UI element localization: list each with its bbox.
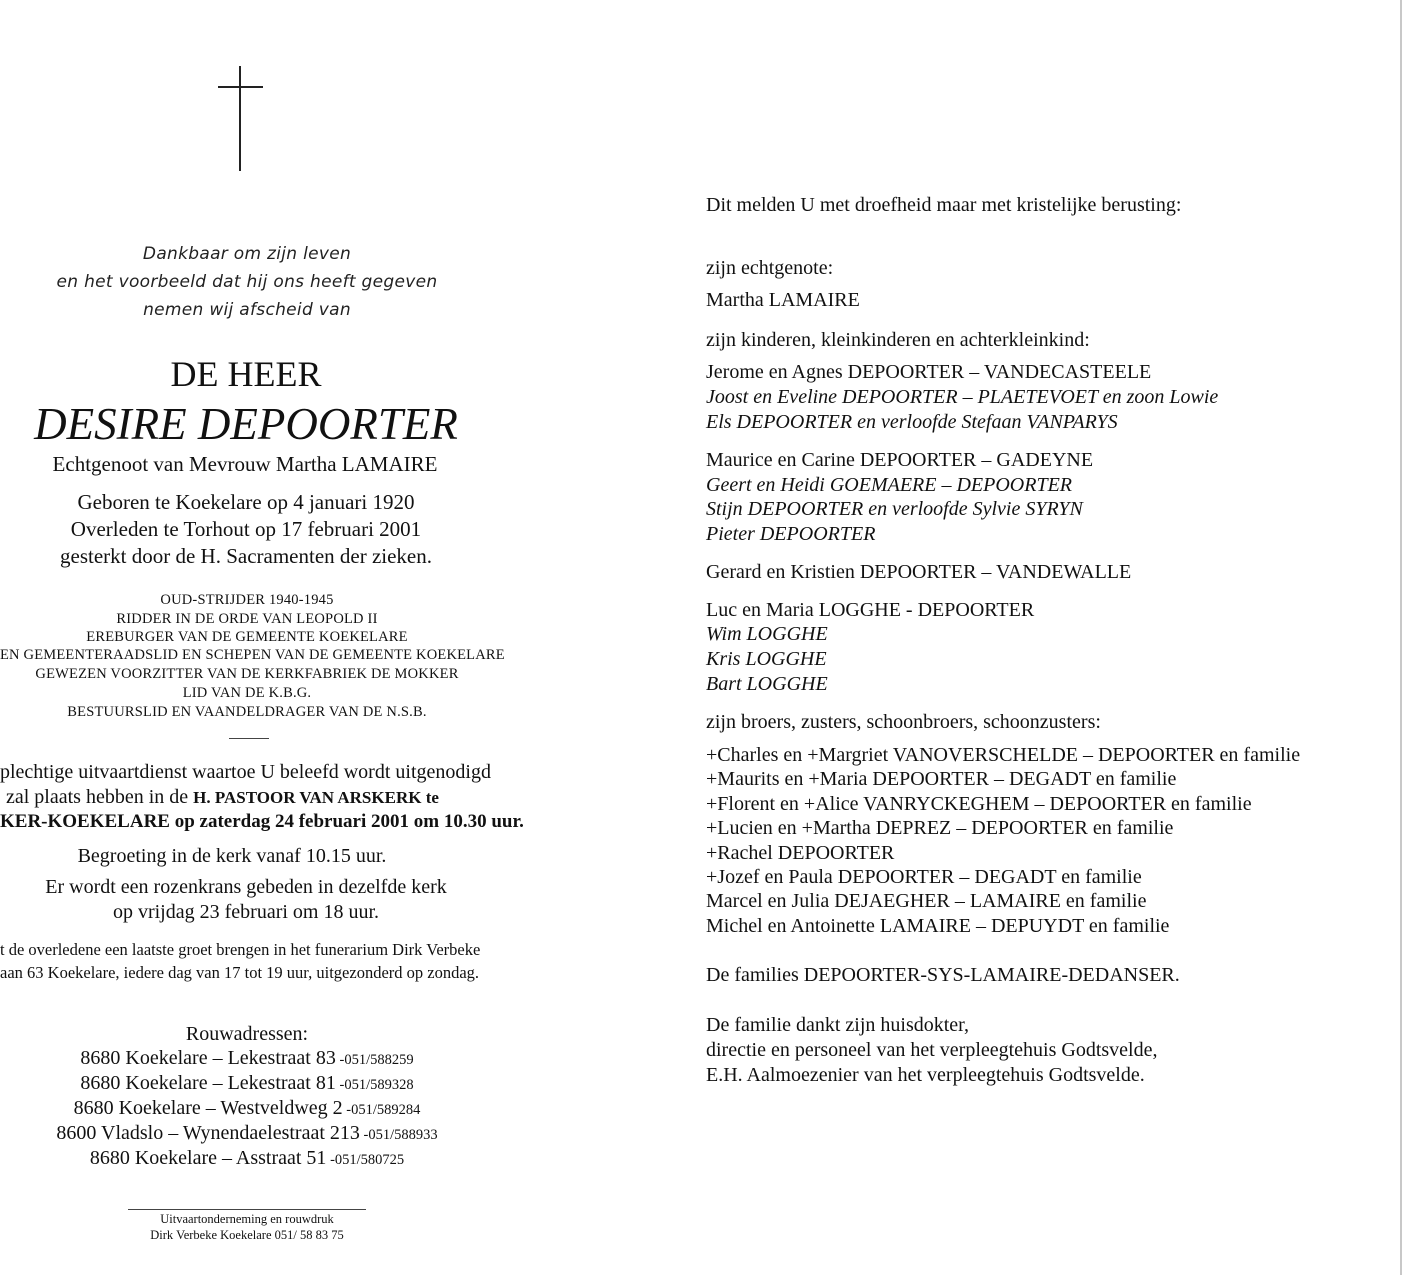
- printer-line-2: Dirk Verbeke Koekelare 051/ 58 83 75: [150, 1228, 344, 1242]
- family-4-child-1: Wim LOGGHE: [706, 623, 828, 645]
- children-label: zijn kinderen, kleinkinderen en achterkleinkind:: [706, 329, 1090, 351]
- visit-line-1: t de overledene een laatste groet brengen in het funerarium Dirk Verbeke: [0, 940, 481, 959]
- born-line: Geboren te Koekelare op 4 januari 1920: [77, 490, 415, 514]
- addresses-title: Rouwadressen:: [185, 1023, 309, 1045]
- sibling-7: Marcel en Julia DEJAEGHER – LAMAIRE en familie: [706, 890, 1147, 912]
- service-line-1: plechtige uitvaartdienst waartoe U beleefd wordt uitgenodigd: [0, 761, 491, 783]
- died-line: Overleden te Torhout op 17 februari 2001: [70, 517, 422, 541]
- address-2: 8680 Koekelare – Lekestraat 81 -051/589328: [80, 1072, 414, 1094]
- thanks-line-3: E.H. Aalmoezenier van het verpleegtehuis Godtsvelde.: [706, 1064, 1145, 1086]
- wife-name: Martha LAMAIRE: [706, 289, 860, 311]
- honor-5: GEWEZEN VOORZITTER VAN DE KERKFABRIEK DE MOKKER: [35, 666, 459, 682]
- thanks-line-1: De familie dankt zijn huisdokter,: [706, 1014, 970, 1036]
- family-4-child-2: Kris LOGGHE: [706, 648, 827, 670]
- deceased-name: DESIRE DEPOORTER: [34, 399, 458, 449]
- sibling-8: Michel en Antoinette LAMAIRE – DEPUYDT en familie: [706, 915, 1170, 937]
- family-4-child-3: Bart LOGGHE: [706, 673, 828, 695]
- thanks-line-2: directie en personeel van het verpleegtehuis Godtsvelde,: [706, 1039, 1158, 1061]
- families-line: De families DEPOORTER-SYS-LAMAIRE-DEDANSER.: [706, 964, 1180, 986]
- address-5: 8680 Koekelare – Asstraat 51 -051/580725: [89, 1147, 405, 1169]
- address-3: 8680 Koekelare – Westveldweg 2 -051/589284: [73, 1097, 421, 1119]
- title: DE HEER: [170, 354, 322, 394]
- address-1: 8680 Koekelare – Lekestraat 83 -051/588259: [80, 1047, 414, 1069]
- siblings-label: zijn broers, zusters, schoonbroers, schoonzusters:: [706, 711, 1101, 733]
- service-line-2-text: zal plaats hebben in de: [6, 786, 194, 808]
- sibling-1: +Charles en +Margriet VANOVERSCHELDE – DEPOORTER en familie: [706, 744, 1301, 766]
- family-2-child-1: Geert en Heidi GOEMAERE – DEPOORTER: [706, 474, 1073, 496]
- service-line-3: KER-KOEKELARE op zaterdag 24 februari 2001 om 10.30 uur.: [0, 811, 524, 832]
- honor-4: EN GEMEENTERAADSLID EN SCHEPEN VAN DE GEMEENTE KOEKELARE: [0, 647, 505, 663]
- address-4: 8600 Vladslo – Wynendaelestraat 213 -051/588933: [56, 1122, 438, 1144]
- intro-line-1: Dankbaar om zijn leven: [142, 244, 352, 264]
- sacraments-line: gesterkt door de H. Sacramenten der zieken.: [59, 544, 433, 568]
- intro-line-3: nemen wij afscheid van: [143, 300, 351, 320]
- sibling-2: +Maurits en +Maria DEPOORTER – DEGADT en familie: [706, 768, 1177, 790]
- page-edge: [1400, 0, 1402, 1275]
- intro-line-2: en het voorbeeld dat hij ons heeft gegeven: [56, 272, 438, 292]
- family-1-child-2: Els DEPOORTER en verloofde Stefaan VANPARYS: [706, 411, 1118, 433]
- honor-7: BESTUURSLID EN VAANDELDRAGER VAN DE N.S.B.: [67, 704, 427, 720]
- rosary-line-1: Er wordt een rozenkrans gebeden in dezelfde kerk: [45, 876, 447, 898]
- printer-line-1: Uitvaartonderneming en rouwdruk: [160, 1212, 334, 1226]
- visit-line-2: aan 63 Koekelare, iedere dag van 17 tot 19 uur, uitgezonderd op zondag.: [0, 963, 480, 982]
- family-3-parents: Gerard en Kristien DEPOORTER – VANDEWALLE: [706, 561, 1132, 583]
- sibling-5: +Rachel DEPOORTER: [706, 842, 895, 864]
- service-line-2: [6, 786, 439, 809]
- spouse-line: Echtgenoot van Mevrouw Martha LAMAIRE: [52, 452, 438, 476]
- honor-1: OUD-STRIJDER 1940-1945: [160, 592, 334, 608]
- sibling-4: +Lucien en +Martha DEPREZ – DEPOORTER en familie: [706, 817, 1174, 839]
- family-2-parents: Maurice en Carine DEPOORTER – GADEYNE: [706, 449, 1094, 471]
- honor-3: EREBURGER VAN DE GEMEENTE KOEKELARE: [86, 629, 408, 645]
- family-2-child-3: Pieter DEPOORTER: [706, 523, 876, 545]
- divider: [229, 738, 269, 739]
- wife-label: zijn echtgenote:: [706, 257, 834, 279]
- announcement: Dit melden U met droefheid maar met kristelijke berusting:: [706, 194, 1182, 216]
- family-1-child-1: Joost en Eveline DEPOORTER – PLAETEVOET en zoon Lowie: [706, 386, 1219, 408]
- honor-2: RIDDER IN DE ORDE VAN LEOPOLD II: [116, 611, 378, 627]
- sibling-3: +Florent en +Alice VANRYCKEGHEM – DEPOORTER en familie: [706, 793, 1252, 815]
- church-name: H. PASTOOR VAN ARSKERK te: [193, 788, 439, 807]
- family-2-child-2: Stijn DEPOORTER en verloofde Sylvie SYRYN: [706, 498, 1083, 520]
- honor-6: LID VAN DE K.B.G.: [182, 685, 312, 701]
- sibling-6: +Jozef en Paula DEPOORTER – DEGADT en familie: [706, 866, 1142, 888]
- rosary-line-2: op vrijdag 23 februari om 18 uur.: [112, 901, 380, 923]
- family-4-parents: Luc en Maria LOGGHE - DEPOORTER: [706, 599, 1035, 621]
- greeting-line: Begroeting in de kerk vanaf 10.15 uur.: [77, 845, 387, 867]
- family-1-parents: Jerome en Agnes DEPOORTER – VANDECASTEELE: [706, 361, 1152, 383]
- printer-rule: [128, 1209, 366, 1210]
